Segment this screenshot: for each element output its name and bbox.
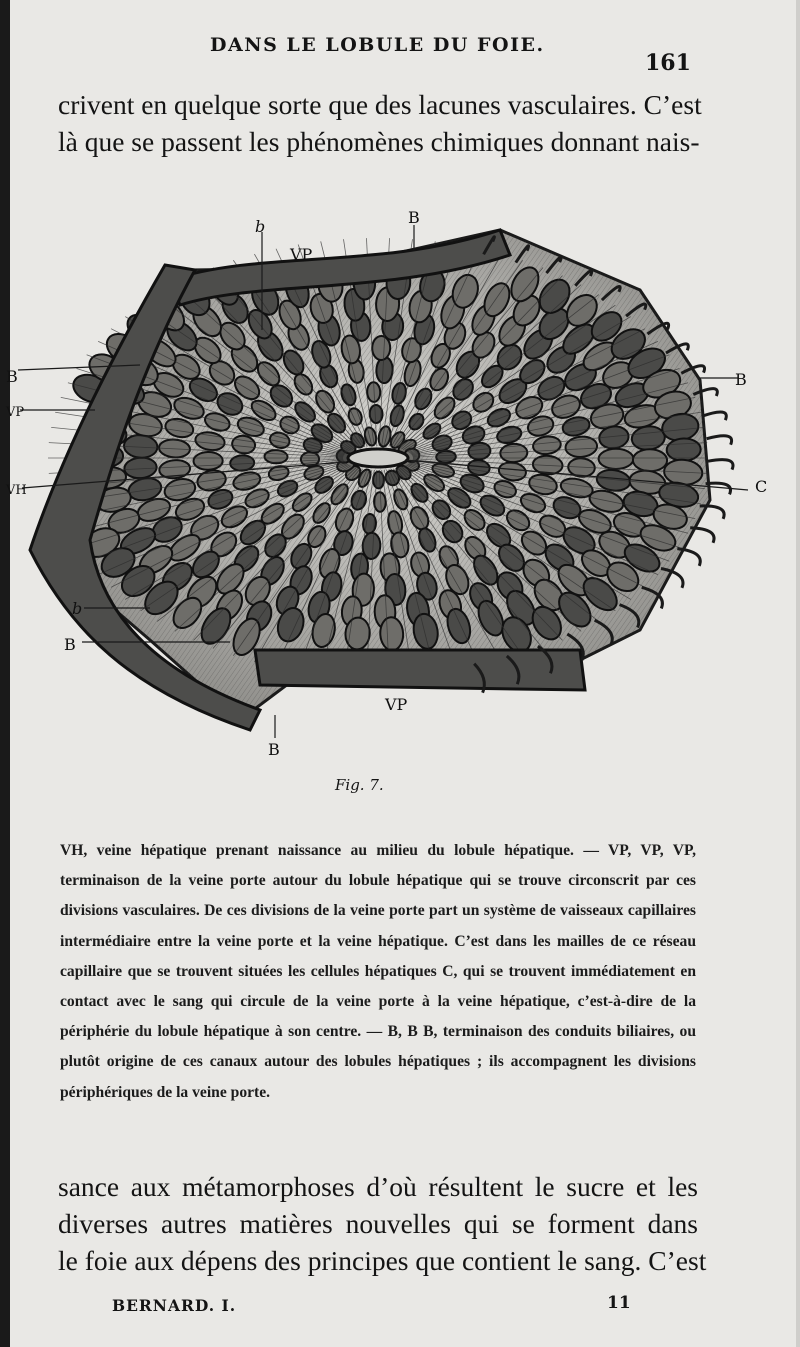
portal-vein-bottom [255, 650, 585, 690]
label-B-bottom: B [268, 740, 280, 759]
body-line: sance aux métamorphoses d’où résultent le sucre et les [58, 1171, 698, 1202]
running-title: DANS LE LOBULE DU FOIE. [210, 34, 545, 56]
label-b-top: b [255, 217, 266, 236]
label-B-top: B [408, 210, 420, 227]
printer-signature: BERNARD. I. [112, 1296, 237, 1315]
figure-number: Fig. 7. [335, 776, 384, 794]
page-number: 161 [645, 50, 691, 76]
liver-lobule-drawing [0, 210, 800, 770]
label-b-left: b [72, 599, 83, 618]
label-VP-top: VP [290, 245, 313, 264]
hepatic-cell [376, 357, 394, 384]
label-B-left-top: B [6, 367, 18, 386]
sheet-number: 11 [607, 1293, 631, 1313]
liver-lobule-engraving [0, 210, 800, 770]
central-hepatic-vein [348, 449, 408, 467]
body-text-top [58, 86, 702, 160]
capillary-ending [708, 460, 733, 470]
body-line: le foie aux dépens des principes que contient le sang. C’est [58, 1245, 707, 1276]
body-line: là que se passent les phénomènes chimiques donnant nais- [58, 126, 700, 157]
label-VH-left: VH [6, 483, 27, 498]
label-VP-left: VP [6, 405, 25, 420]
body-text-bottom [58, 1168, 707, 1279]
label-C-right: C [755, 477, 768, 496]
capillary-ending [702, 412, 727, 420]
hepatic-cell [193, 452, 223, 470]
hepatic-cell [379, 617, 404, 651]
body-line: diverses autres matières nouvelles qui se forment dans [58, 1208, 698, 1239]
hepatic-cell [633, 449, 668, 472]
label-B-left: B [64, 635, 76, 654]
figure-caption: VH, veine hépatique prenant naissance au milieu du lobule hépatique. — VP, VP, VP, terminaison de la veine porte autour du lobule hépatique qui se trouve circonscrit par ces divisions vasculaires. De ces divisions de la veine porte part un système de vaisseaux capillaires intermédiaire entre la veine porte et la veine hépatique. C’est dans les mailles de ce réseau capillaire que se trouvent situées les cellules hépatiques C, qui se trouvent immédiatement en contact avec le sang qui circule de la veine porte à la veine hépatique, c’est-à-dire de la périphérie du lobule hépatique à son centre. — B, B B, terminaison des conduits biliaires, ou plutôt origine de ces canaux autour des lobules hépatiques ; ils accompagnent les divisions périphériques de la veine porte. [60, 842, 696, 1101]
hepatic-cell [599, 449, 634, 469]
capillary-ending [707, 436, 732, 445]
label-B-right: B [735, 370, 747, 389]
label-VP-bottom: VP [385, 695, 408, 714]
body-line: crivent en quelque sorte que des lacunes vasculaires. C’est [58, 89, 702, 120]
